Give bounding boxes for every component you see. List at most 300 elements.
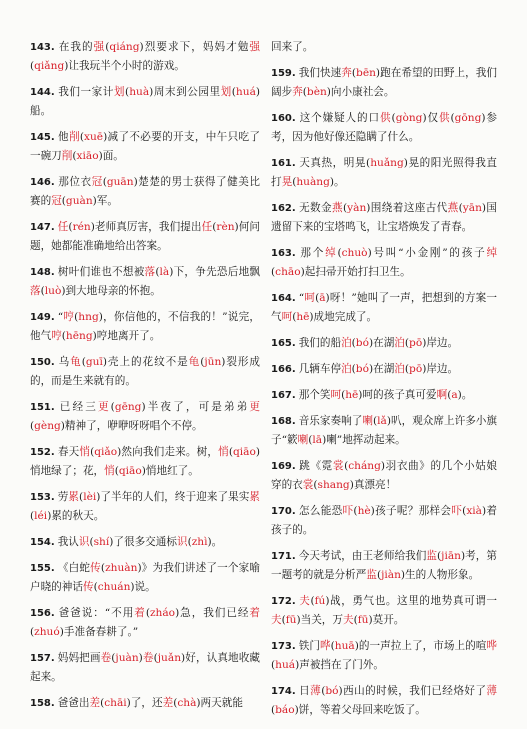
sentence-text: 跳《霓	[298, 460, 333, 472]
sentence-item	[30, 488, 260, 526]
right-column	[271, 38, 497, 727]
item-number: 170.	[271, 506, 296, 517]
item-number: 150.	[30, 357, 55, 368]
highlighted-char: bēn	[356, 67, 376, 79]
highlighted-char: 夫	[271, 614, 282, 626]
highlighted-char: huàng	[296, 176, 330, 188]
sentence-text: (	[271, 266, 276, 278]
item-number: 158.	[30, 698, 55, 709]
sentence-item	[271, 64, 497, 102]
highlighted-char: rén	[72, 221, 91, 233]
sentence-text: )晃的阳光照得我直打	[271, 157, 497, 188]
sentence-text: 音乐家奏响了	[298, 415, 363, 427]
sentence-text: 劳	[57, 491, 69, 503]
sentence-text: )面。	[98, 150, 124, 162]
highlighted-char: huā	[334, 640, 355, 652]
sentence-text: (	[187, 536, 192, 548]
sentence-text: (	[292, 176, 297, 188]
sentence-item	[30, 173, 260, 211]
sentence-item	[271, 386, 497, 405]
highlighted-char: lèi	[83, 491, 97, 503]
highlighted-char: 供	[380, 112, 392, 124]
sentence-text: )	[138, 652, 143, 664]
highlighted-char: 强	[93, 41, 106, 53]
highlighted-char: 悄	[218, 446, 229, 458]
sentence-text: (	[281, 614, 286, 626]
sentence-text: )裂形成的，而是生来就有的。	[30, 356, 261, 387]
sentence-text: (	[341, 389, 346, 401]
sentence-text: 爸爸说：“不用	[57, 607, 135, 619]
highlighted-char: qiāo	[233, 446, 256, 458]
sentence-text: (	[351, 67, 357, 79]
sentence-text: 他	[57, 131, 69, 143]
sentence-text: (	[292, 311, 297, 323]
sentence-text: )军。	[92, 195, 118, 207]
sentence-text: )声被挡在了门外。	[295, 659, 384, 671]
sentence-text: (	[353, 505, 358, 517]
sentence-text: (	[93, 581, 98, 593]
sentence-text: )莫开。	[368, 614, 405, 626]
sentence-text: )起扫帚开始打扫卫生。	[300, 266, 411, 278]
item-number: 162.	[271, 203, 296, 214]
sentence-text: (	[353, 614, 358, 626]
sentence-text: (	[100, 562, 106, 574]
sentence-text: (	[437, 550, 442, 562]
sentence-item	[30, 128, 260, 166]
sentence-text: 在我的	[57, 41, 94, 53]
highlighted-char: 削	[61, 150, 73, 162]
sentence-text: (	[462, 505, 467, 517]
sentence-text: )了，还	[126, 697, 163, 709]
highlighted-char: pō	[409, 363, 423, 375]
sentence-text: )了半年的人们，终于迎来了果实	[96, 491, 250, 503]
sentence-text: )。	[457, 389, 473, 401]
item-number: 155.	[30, 563, 55, 574]
sentence-text: (	[404, 337, 410, 349]
highlighted-char: 燕	[447, 202, 459, 214]
highlighted-char: luò	[44, 285, 62, 297]
highlighted-char: chāo	[275, 266, 301, 278]
highlighted-char: 识	[176, 536, 188, 548]
sentence-text: )》为我们讲述了一个家喻户晓的神话	[30, 562, 260, 593]
sentence-text: )当关，万	[296, 614, 343, 626]
sentence-text: )两天就能	[196, 697, 243, 709]
item-number: 174.	[271, 686, 296, 697]
sentence-text: )成地完成了。	[309, 311, 378, 323]
highlighted-char: 冠	[51, 195, 62, 207]
highlighted-char: 呵	[281, 311, 293, 323]
sentence-item	[271, 334, 497, 353]
highlighted-char: hē	[296, 311, 310, 323]
sentence-text: (	[81, 356, 86, 368]
highlighted-char: 奔	[341, 67, 352, 79]
item-number: 152.	[30, 447, 55, 458]
highlighted-char: 着	[134, 607, 146, 619]
highlighted-char: zhì	[191, 536, 208, 548]
sentence-text: )半夜了，可是弟弟	[141, 401, 250, 413]
sentence-text: (	[155, 266, 160, 278]
sentence-text: (	[30, 60, 35, 72]
sentence-text: )着孩子的。	[271, 505, 498, 536]
highlighted-char: 识	[78, 536, 90, 548]
highlighted-char: xuē	[84, 131, 104, 143]
highlighted-char: zhuó	[34, 626, 60, 638]
highlighted-char: 强	[249, 41, 261, 53]
sentence-text: )呀！”她叫了一声，把想到的方案一气	[271, 292, 497, 323]
sentence-text: )岸边。	[422, 363, 459, 375]
item-number: 153.	[30, 492, 55, 503]
sentence-text: 妈妈把画	[57, 652, 101, 664]
sentence-text: (	[310, 595, 315, 607]
highlighted-char: 哼	[63, 311, 75, 323]
sentence-text: (	[231, 86, 236, 98]
sentence-text: )周末到公园里	[149, 86, 221, 98]
sentence-text: 已经三	[57, 401, 98, 413]
sentence-text: (	[125, 86, 130, 98]
sentence-item	[30, 38, 260, 76]
sentence-text: (	[404, 363, 410, 375]
sentence-text: 那位衣	[57, 176, 92, 188]
highlighted-char: gèng	[34, 420, 61, 432]
highlighted-char: fú	[314, 595, 326, 607]
highlighted-char: jūn	[204, 356, 222, 368]
highlighted-char: bèn	[306, 86, 327, 98]
sentence-item	[30, 604, 260, 642]
sentence-item	[271, 412, 497, 450]
item-number: 163.	[271, 248, 296, 259]
highlighted-char: 龟	[70, 356, 82, 368]
sentence-text: (	[153, 652, 158, 664]
highlighted-char: shí	[93, 536, 110, 548]
highlighted-char: guàn	[65, 195, 93, 207]
sentence-text: )急，我们已经	[175, 607, 250, 619]
highlighted-char: qiáng	[109, 41, 140, 53]
sentence-text: )岸边。	[422, 337, 459, 349]
sentence-item	[271, 457, 497, 495]
item-number: 167.	[271, 390, 296, 401]
item-number: 147.	[30, 222, 55, 233]
highlighted-char: 更	[97, 401, 111, 413]
sentence-item	[30, 83, 260, 121]
highlighted-char: jiàn	[381, 569, 401, 581]
sentence-item	[30, 353, 260, 391]
sentence-text: )楚楚的男士获得了健美比赛的	[30, 176, 260, 207]
item-number: 164.	[271, 293, 296, 304]
sentence-text: )饼，等着父母回来吃饭了。	[294, 704, 426, 716]
sentence-text: (	[447, 389, 452, 401]
sentence-text: (	[90, 446, 95, 458]
item-number: 148.	[30, 267, 55, 278]
sentence-text: )说。	[130, 581, 156, 593]
sentence-text: (	[30, 510, 35, 522]
highlighted-char: rèn	[216, 221, 235, 233]
sentence-text: (	[391, 112, 396, 124]
sentence-text: (	[313, 479, 318, 491]
highlighted-char: yàn	[347, 202, 367, 214]
highlighted-char: 落	[144, 266, 156, 278]
highlighted-char: 吓	[342, 505, 354, 517]
highlighted-char: 绰	[325, 247, 338, 259]
sentence-text: (	[321, 685, 326, 697]
highlighted-char: chà	[177, 697, 197, 709]
item-number: 145.	[30, 132, 55, 143]
sentence-text: 天真热，明晃(	[298, 157, 371, 169]
highlighted-char: 卷	[100, 652, 112, 664]
highlighted-char: 监	[366, 569, 377, 581]
sentence-item	[271, 682, 497, 720]
sentence-item	[271, 502, 497, 540]
sentence-text: (	[102, 176, 107, 188]
highlighted-char: yān	[462, 202, 482, 214]
sentence-text: 我认	[57, 536, 79, 548]
sentence-text: )壳上的花纹不是	[102, 356, 189, 368]
highlighted-char: 悄	[79, 446, 91, 458]
sentence-item	[30, 533, 260, 552]
sentence-text: 那个笑	[298, 389, 331, 401]
sentence-text: )国遗留下来的宝塔鸣飞，让宝塔焕发了青春。	[271, 202, 498, 233]
highlighted-char: huá	[235, 86, 256, 98]
sentence-text: )战，勇气也。这里的地势真可谓一	[325, 595, 497, 607]
sentence-text: )呵的孩子真可爱	[358, 389, 437, 401]
item-number: 171.	[271, 551, 296, 562]
sentence-text: )向小康社会。	[326, 86, 395, 98]
item-number: 169.	[271, 461, 296, 472]
sentence-text: 树叶们谁也不想被	[57, 266, 145, 278]
sentence-text: )的一声拉上了，市场上的喧	[354, 640, 487, 652]
highlighted-char: jiān	[441, 550, 461, 562]
sentence-text: )烈要求下，妈妈才勉	[139, 41, 250, 53]
sentence-text: )参考，因为他好像还隐瞒了什么。	[271, 112, 498, 143]
sentence-text: )了很多交通标	[109, 536, 177, 548]
sentence-text: )好，认真地收藏起来。	[30, 652, 261, 683]
sentence-text: 我们快速	[298, 67, 342, 79]
highlighted-char: 传	[82, 581, 94, 593]
sentence-text: )在湖	[368, 337, 395, 349]
sentence-text: )真漂亮！	[349, 479, 397, 491]
sentence-item	[271, 244, 497, 282]
sentence-text: (	[110, 401, 115, 413]
highlighted-char: 泊	[341, 337, 352, 349]
sentence-text: (	[302, 86, 307, 98]
sentence-text: )生的人物形象。	[400, 569, 480, 581]
sentence-text: )减了不必要的开支，中午只吃了一碗刀	[30, 131, 261, 162]
highlighted-char: 喇	[297, 434, 309, 446]
highlighted-char: 裳	[302, 479, 314, 491]
highlighted-char: léi	[34, 510, 48, 522]
highlighted-char: 更	[249, 401, 261, 413]
highlighted-char: 薄	[486, 685, 498, 697]
highlighted-char: 薄	[310, 685, 322, 697]
highlighted-char: zhuàn	[105, 562, 138, 574]
highlighted-char: qiǎng	[34, 60, 65, 72]
sentence-text: )，你信他的，不信我的！”说完，他气	[30, 311, 260, 342]
highlighted-char: 冠	[91, 176, 103, 188]
sentence-text: )手准备春耕了。”	[59, 626, 139, 638]
highlighted-char: gēng	[114, 401, 142, 413]
sentence-text: 我们的船	[298, 337, 342, 349]
highlighted-char: 供	[438, 112, 451, 124]
highlighted-char: juǎn	[157, 652, 182, 664]
highlighted-char: 绰	[486, 247, 498, 259]
sentence-text: )累的秋天。	[47, 510, 105, 522]
sentence-text: (	[145, 607, 150, 619]
sentence-item	[271, 637, 497, 675]
sentence-item	[30, 649, 260, 687]
sentence-text: (	[173, 697, 178, 709]
sentence-text: “	[298, 292, 305, 304]
sentence-text: )精神了，咿咿呀呀唱个不停。	[60, 420, 203, 432]
highlighted-char: 啊	[436, 389, 448, 401]
highlighted-char: 任	[201, 221, 213, 233]
highlighted-char: lǎ	[377, 415, 387, 427]
sentence-item	[30, 443, 260, 481]
highlighted-char: qiǎo	[94, 446, 118, 458]
sentence-text: 乌	[57, 356, 71, 368]
highlighted-char: guī	[85, 356, 103, 368]
item-number: 146.	[30, 177, 55, 188]
sentence-text: 我们一家计	[57, 86, 114, 98]
sentence-text: )考，第一题考的就是分析严	[271, 550, 498, 581]
sentence-text: 春天	[57, 446, 80, 458]
highlighted-char: báo	[275, 704, 295, 716]
item-number: 154.	[30, 537, 55, 548]
sentence-text: )然向我们走来。树，	[117, 446, 219, 458]
sentence-text: (	[79, 491, 84, 503]
item-number: 156.	[30, 608, 55, 619]
highlighted-char: 泊	[394, 363, 405, 375]
highlighted-char: hè	[357, 505, 371, 517]
sentence-text: (	[61, 330, 66, 342]
sentence-text: 日	[298, 685, 311, 697]
highlighted-char: juàn	[115, 652, 139, 664]
sentence-text: (	[111, 652, 116, 664]
sentence-text: 怎么能恐	[298, 505, 343, 517]
sentence-text: (	[351, 363, 356, 375]
two-column-layout	[30, 38, 497, 727]
sentence-text: (	[330, 640, 335, 652]
highlighted-char: qiāo	[118, 465, 142, 477]
sentence-text: )悄地绿了；花，	[30, 446, 261, 477]
highlighted-char: là	[159, 266, 170, 278]
highlighted-char: 划	[113, 86, 126, 98]
sentence-item	[30, 263, 260, 301]
sentence-text: )。	[329, 176, 345, 188]
sentence-text: )孩子呢？那样会	[370, 505, 452, 517]
sentence-item	[30, 308, 260, 346]
highlighted-char: 龟	[188, 356, 201, 368]
highlighted-char: 悄	[104, 465, 115, 477]
sentence-text: )何问题，她都能准确地给出答案。	[30, 221, 261, 252]
item-number: 143.	[30, 42, 55, 53]
highlighted-char: 呵	[330, 389, 342, 401]
highlighted-char: shang	[317, 479, 350, 491]
sentence-text: 爸爸出	[57, 697, 90, 709]
highlighted-char: lā	[312, 434, 323, 446]
sentence-text: (	[351, 337, 356, 349]
sentence-text: 几辆车停	[298, 363, 342, 375]
highlighted-char: 哗	[319, 640, 331, 652]
sentence-item	[271, 109, 497, 147]
item-number: 160.	[271, 113, 296, 124]
highlighted-char: zháo	[149, 607, 176, 619]
sentence-text: (	[450, 112, 455, 124]
highlighted-char: chuò	[341, 247, 368, 259]
highlighted-char: chāi	[104, 697, 127, 709]
highlighted-char: 卷	[142, 652, 154, 664]
sentence-item	[271, 289, 497, 327]
highlighted-char: 奔	[292, 86, 303, 98]
sentence-text: )在湖	[368, 363, 395, 375]
sentence-text: 铁门	[298, 640, 320, 652]
sentence-text: 无数金	[298, 202, 333, 214]
highlighted-char: gòng	[395, 112, 423, 124]
highlighted-char: bó	[355, 337, 369, 349]
sentence-text: )跑在希望的田野上，我们阔步	[271, 67, 498, 98]
sentence-item	[30, 218, 260, 256]
highlighted-char: 晃	[281, 176, 293, 188]
item-number: 172.	[271, 596, 296, 607]
sentence-text: (	[40, 285, 45, 297]
highlighted-char: 夫	[343, 614, 354, 626]
sentence-text: )到大地母亲的怀抱。	[61, 285, 161, 297]
highlighted-char: hēng	[65, 330, 93, 342]
highlighted-char: huà	[129, 86, 150, 98]
highlighted-char: 燕	[332, 202, 343, 214]
sentence-text: (	[308, 434, 313, 446]
highlighted-char: pō	[409, 337, 423, 349]
item-number: 166.	[271, 364, 296, 375]
highlighted-char: 夫	[298, 595, 311, 607]
sentence-text: )喇”地挥动起来。	[322, 434, 406, 446]
sentence-text: (	[114, 465, 119, 477]
highlighted-char: 吓	[451, 505, 463, 517]
sentence-text: )西山的时候，我们已经烙好了	[338, 685, 487, 697]
highlighted-char: huá	[275, 659, 296, 671]
highlighted-char: 任	[57, 221, 69, 233]
continuation-text: 回来了。	[271, 41, 314, 53]
sentence-text: )羽衣曲》的几个小姑娘穿的衣	[271, 460, 498, 491]
sentence-text: )船。	[30, 86, 261, 117]
highlighted-char: guān	[106, 176, 134, 188]
highlighted-char: huǎng	[370, 157, 404, 169]
sentence-text: )下，争先恐后地飘	[169, 266, 260, 278]
highlighted-char: chuán	[97, 581, 131, 593]
sentence-text: (	[458, 202, 463, 214]
item-number: 161.	[271, 158, 296, 169]
highlighted-char: 削	[68, 131, 80, 143]
sentence-text: (	[72, 150, 77, 162]
item-number: 157.	[30, 653, 55, 664]
sentence-text: (	[89, 536, 94, 548]
highlighted-char: 划	[220, 86, 232, 98]
sentence-text: (	[30, 626, 35, 638]
highlighted-char: 监	[426, 550, 438, 562]
sentence-text: (	[337, 247, 342, 259]
highlighted-char: 哼	[51, 330, 62, 342]
sentence-text: )悄地红了。	[141, 465, 199, 477]
sentence-item	[271, 199, 497, 237]
sentence-text: 今天考试，由王老师给我们	[298, 550, 427, 562]
sentence-text: (	[376, 569, 382, 581]
sentence-item	[271, 360, 497, 379]
sentence-text: (	[212, 221, 217, 233]
sentence-text: (	[343, 202, 348, 214]
sentence-text: (	[30, 420, 35, 432]
item-number: 159.	[271, 68, 296, 79]
highlighted-char: 泊	[341, 363, 352, 375]
sentence-text: 那个	[298, 247, 326, 259]
sentence-text: (	[344, 460, 349, 472]
